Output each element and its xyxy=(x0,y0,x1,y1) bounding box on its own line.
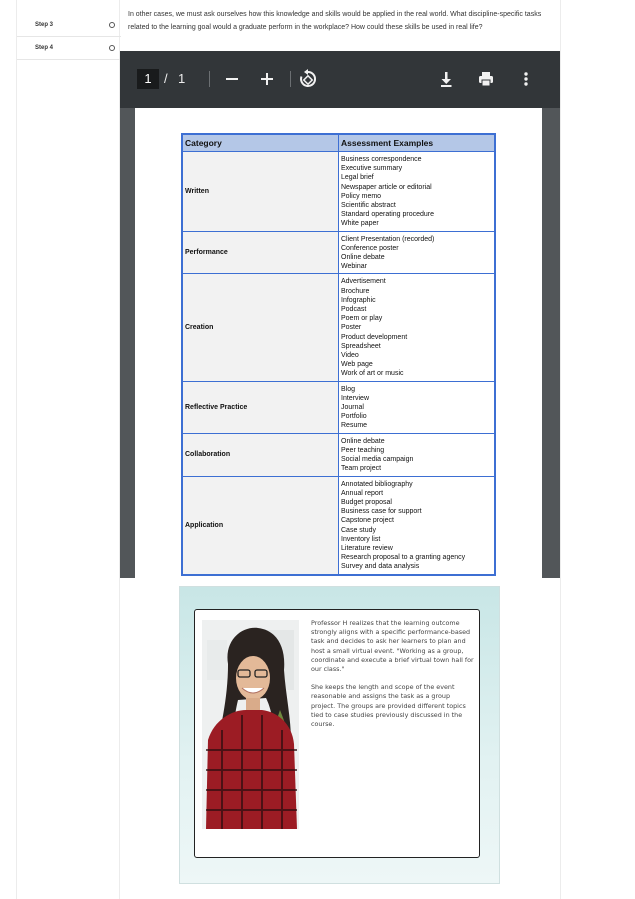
scenario-text xyxy=(311,619,475,738)
category-cell: Creation xyxy=(183,274,339,380)
example-item: Poem or play xyxy=(341,315,383,323)
example-item: Interview xyxy=(341,394,370,402)
step-status-icon xyxy=(109,22,115,28)
example-item: Infographic xyxy=(341,296,376,304)
example-item: Executive summary xyxy=(341,165,403,173)
example-item: Business correspondence xyxy=(341,156,422,163)
example-item: Survey and data analysis xyxy=(341,563,420,571)
example-item: Online debate xyxy=(341,437,385,445)
scenario-paragraph: She keeps the length and scope of the event reasonable and assigns the task as a group project. The groups are provided different topics tied to case studies previously discussed in the course. xyxy=(311,683,466,729)
table-row xyxy=(183,381,494,433)
scenario-card xyxy=(194,609,480,858)
sidebar-item-step-3[interactable] xyxy=(17,14,121,37)
table-row xyxy=(183,151,494,231)
example-item: Business case for support xyxy=(341,508,422,516)
professor-photo xyxy=(202,620,299,829)
example-item: Literature review xyxy=(341,544,393,552)
example-item: Web page xyxy=(341,361,373,369)
category-cell: Performance xyxy=(183,232,339,274)
example-item: Product development xyxy=(341,333,408,341)
page-total: 1 xyxy=(178,71,186,86)
content-divider xyxy=(560,0,561,899)
assessment-table xyxy=(181,133,496,576)
step-label: Step 4 xyxy=(35,45,54,51)
header-examples: Assessment Examples xyxy=(339,135,494,151)
zoom-in-icon[interactable] xyxy=(256,68,278,90)
example-item: Scientific abstract xyxy=(341,202,396,210)
pdf-viewer[interactable] xyxy=(120,51,560,578)
example-item: Standard operating procedure xyxy=(341,211,435,219)
examples-cell xyxy=(339,382,494,433)
table-row xyxy=(183,433,494,476)
category-cell: Collaboration xyxy=(183,434,339,476)
toolbar-divider xyxy=(209,71,210,87)
category-cell: Reflective Practice xyxy=(183,382,339,433)
examples-cell xyxy=(339,434,494,476)
example-item: Research proposal to a granting agency xyxy=(341,554,466,562)
example-item: Newspaper article or editorial xyxy=(341,183,432,191)
example-item: Budget proposal xyxy=(341,498,392,506)
example-item: Legal brief xyxy=(341,174,374,182)
step-status-icon xyxy=(109,45,115,51)
example-item: Journal xyxy=(341,404,364,412)
table-header-row xyxy=(183,135,494,151)
example-item: Blog xyxy=(341,385,356,393)
scenario-paragraph: Professor H realizes that the learning outcome strongly aligns with a specific performance-based task and decides to ask her learners to plan and host a small virtual event. "Working as a group, coordinate and execute a brief virtual town hall for our class." xyxy=(311,619,474,674)
example-item: Brochure xyxy=(341,287,370,295)
example-item: Inventory list xyxy=(341,535,381,543)
table-row xyxy=(183,273,494,380)
table-row xyxy=(183,476,494,574)
example-item: Video xyxy=(341,352,359,360)
page-separator: / xyxy=(164,71,168,86)
sidebar-item-step-4[interactable] xyxy=(17,37,121,60)
category-cell: Application xyxy=(183,477,339,574)
examples-cell xyxy=(339,274,494,380)
examples-cell xyxy=(339,232,494,274)
pdf-toolbar xyxy=(120,51,560,108)
example-item: Case study xyxy=(341,526,377,534)
example-item: Podcast xyxy=(341,306,367,314)
table-row xyxy=(183,231,494,274)
examples-cell xyxy=(339,152,494,231)
example-item: Capstone project xyxy=(341,517,394,525)
pdf-page xyxy=(135,108,542,578)
example-item: Webinar xyxy=(341,263,367,271)
example-item: Portfolio xyxy=(341,413,367,421)
example-item: Team project xyxy=(341,465,382,473)
download-icon[interactable] xyxy=(435,68,457,90)
example-item: Advertisement xyxy=(341,278,386,286)
toolbar-divider xyxy=(290,71,291,87)
example-item: Resume xyxy=(341,422,368,430)
example-item: White paper xyxy=(341,220,379,228)
example-item: Online debate xyxy=(341,254,385,262)
example-item: Client Presentation (recorded) xyxy=(341,235,435,243)
example-item: Social media campaign xyxy=(341,456,414,464)
intro-paragraph: In other cases, we must ask ourselves how this knowledge and skills would be applied in the real world. What discipline-specific tasks related to the learning goal would a graduate perform in the workplace? How could these skills be used in real life? xyxy=(128,11,542,31)
examples-cell xyxy=(339,477,494,574)
rotate-icon[interactable] xyxy=(297,68,319,90)
page-number-input[interactable]: 1 xyxy=(137,69,159,89)
example-item: Conference poster xyxy=(341,244,399,252)
example-item: Annotated bibliography xyxy=(341,480,413,488)
category-cell: Written xyxy=(183,152,339,231)
example-item: Spreadsheet xyxy=(341,342,381,350)
example-item: Annual report xyxy=(341,489,384,497)
print-icon[interactable] xyxy=(475,68,497,90)
zoom-out-icon[interactable] xyxy=(221,68,243,90)
step-label: Step 3 xyxy=(35,22,54,28)
example-item: Work of art or music xyxy=(341,370,404,378)
example-item: Policy memo xyxy=(341,192,382,200)
example-item: Peer teaching xyxy=(341,446,385,454)
header-category: Category xyxy=(183,135,339,151)
example-item: Poster xyxy=(341,324,362,332)
steps-sidebar xyxy=(16,0,120,899)
more-vertical-icon[interactable] xyxy=(515,68,537,90)
